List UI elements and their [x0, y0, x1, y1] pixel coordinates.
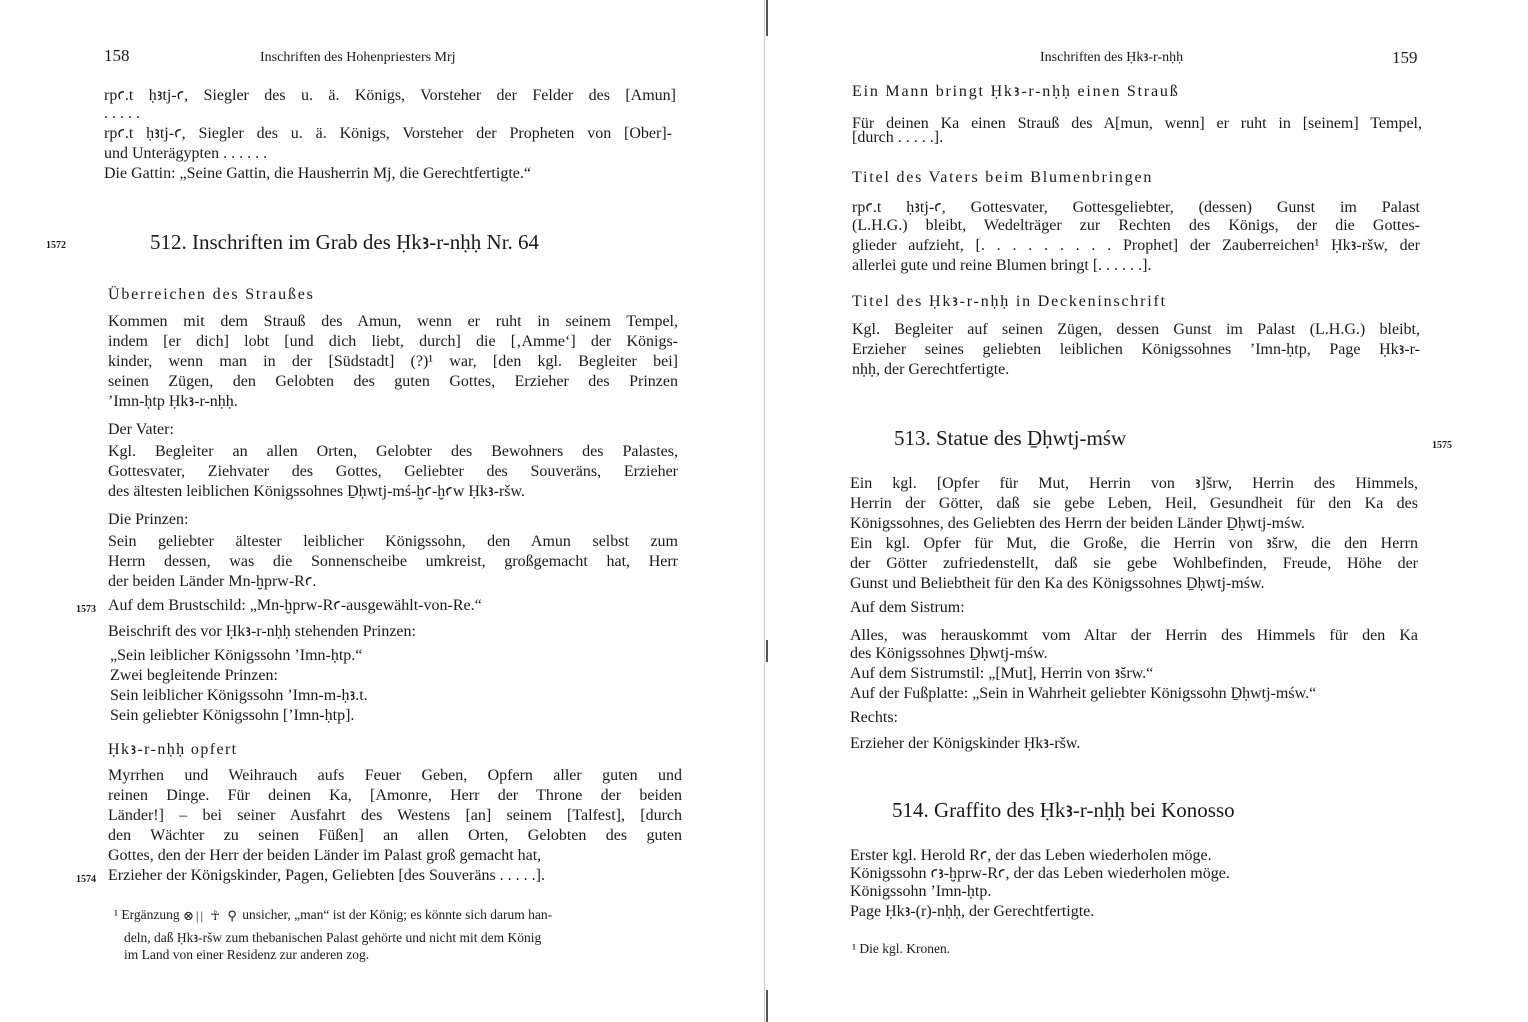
text-line: „Sein leiblicher Königssohn ’Imn-ḥtp.“ — [110, 647, 363, 664]
text-line: Sein geliebter Königssohn [’Imn-ḥtp]. — [110, 707, 355, 724]
running-head: Inschriften des Hohenpriesters Mrj — [260, 50, 456, 65]
footnote-line — [114, 906, 552, 924]
text-line: des Königssohnes Ḏḥwtj-mśw. — [850, 645, 1048, 662]
text-line: Für deinen Ka einen Strauß des A[mun, wenn] er ruht in [seinem] Tempel, — [852, 115, 1422, 132]
text-line: Alles, was herauskommt vom Altar der Herrin des Himmels für den Ka — [850, 627, 1418, 644]
text-line: ’Imn-ḥtp Ḥkꜣ-r-nḥḥ. — [108, 393, 238, 410]
label: Der Vater: — [108, 421, 174, 438]
footnote-line: ¹ Die kgl. Kronen. — [852, 941, 951, 956]
section-heading: 514. Graffito des Ḥkꜣ-r-nḥḥ bei Konosso — [892, 798, 1235, 822]
text-line: der Götter zufriedenstellt, daß sie gebe Wohlbefinden, Freude, Höhe der — [850, 555, 1418, 572]
text-line: den Wächter zu seinen Füßen] an allen Orten, Gelobten des guten — [108, 827, 682, 844]
text-line: Sein geliebter ältester leiblicher Königssohn, den Amun selbst zum — [108, 533, 678, 550]
text-line: Herrn dessen, was die Sonnenscheibe umkreist, großgemacht hat, Herr — [108, 553, 678, 570]
text-line: Kgl. Begleiter auf seinen Zügen, dessen Gunst im Palast (L.H.G.) bleibt, — [852, 321, 1420, 338]
text-line: indem [er dich] lobt [und dich liebt, durch] die [‚Amme‘] der Königs- — [108, 333, 678, 350]
label: Auf dem Sistrum: — [850, 599, 965, 616]
footnote-text: unsicher, „man“ ist der König; es könnte sich darum han- — [242, 907, 553, 922]
text-line: des ältesten leiblichen Königssohnes Ḏḥwtj-mś-ḫꜥ-ḫꜥw Ḥkꜣ-ršw. — [108, 483, 526, 500]
section-heading: 512. Inschriften im Grab des Ḥkꜣ-r-nḥḥ Nr. 64 — [150, 230, 540, 254]
text-line: Zwei begleitende Prinzen: — [110, 667, 278, 684]
text-line: Ein kgl. [Opfer für Mut, Herrin von ꜣ]šrw, Herrin des Himmels, — [850, 475, 1418, 492]
text-line: Gunst und Beliebtheit für den Ka des Königssohnes Ḏḥwtj-mśw. — [850, 575, 1265, 592]
text-line: Beischrift des vor Ḥkꜣ-r-nḥḥ stehenden Prinzen: — [108, 623, 416, 640]
text-line: Gottes, den der Herr der beiden Länder im Palast groß gemacht hat, — [108, 847, 542, 864]
right-page — [768, 0, 1528, 1022]
text-line: Erzieher der Königskinder Ḥkꜣ-ršw. — [850, 735, 1081, 752]
section-heading: 513. Statue des Ḏḥwtj-mśw — [894, 426, 1127, 450]
text-line: nḥḥ, der Gerechtfertigte. — [852, 361, 1010, 378]
text-line: Erster kgl. Herold Rꜥ, der das Leben wiederholen möge. — [850, 847, 1212, 864]
text-line: kinder, wenn man in der [Südstadt] (?)¹ war, [den kgl. Begleiter bei] — [108, 353, 678, 370]
text-line: der beiden Länder Mn-ḫprw-Rꜥ. — [108, 573, 317, 590]
text-line: seinen Zügen, den Gelobten des guten Gottes, Erzieher des Prinzen — [108, 373, 678, 390]
margin-number: 1574 — [76, 874, 96, 885]
text-line: Auf dem Brustschild: „Mn-ḫprw-Rꜥ-ausgewählt-von-Re.“ — [108, 597, 482, 614]
text-line: Auf dem Sistrumstil: „[Mut], Herrin von ꜣšrw.“ — [850, 665, 1154, 682]
page-gutter — [764, 0, 765, 1022]
running-head: Inschriften des Ḥkꜣ-r-nḥḥ — [1040, 50, 1184, 65]
margin-number: 1572 — [46, 240, 66, 251]
left-page — [0, 0, 760, 1022]
page-number: 158 — [104, 46, 130, 65]
label: Die Prinzen: — [108, 511, 189, 528]
text-line: Gottesvater, Ziehvater des Gottes, Geliebter des Souveräns, Erzieher — [108, 463, 678, 480]
text-line: und Unterägypten . . . . . . — [104, 145, 268, 162]
text-line: Königssohn ’Imn-ḥtp. — [850, 883, 992, 900]
text-line: rpꜥ.t ḥꜣtj-ꜥ, Gottesvater, Gottesgeliebter, (dessen) Gunst im Palast — [852, 199, 1420, 216]
text-line: Länder!] – bei seiner Ausfahrt des Westens [an] seinem [Talfest], [durch — [108, 807, 682, 824]
footnote-line: im Land von einer Residenz zur anderen zog. — [124, 947, 370, 962]
text-line: Erzieher der Königskinder, Pagen, Geliebten [des Souveräns . . . . .]. — [108, 867, 546, 884]
text-line: rpꜥ.t ḥꜣtj-ꜥ, Siegler des u. ä. Königs, Vorsteher der Propheten von [Ober]- — [104, 125, 672, 142]
text-line: . . . . . — [104, 105, 140, 122]
text-line: Kommen mit dem Strauß des Amun, wenn er ruht in seinem Tempel, — [108, 313, 678, 330]
margin-number: 1575 — [1432, 440, 1452, 451]
text-line: allerlei gute und reine Blumen bringt [. . . . . .]. — [852, 257, 1152, 274]
margin-number: 1573 — [76, 604, 96, 615]
text-line: [durch . . . . .]. — [852, 129, 944, 146]
subheading: Titel des Vaters beim Blumenbringen — [852, 169, 1154, 186]
subheading: Ḥkꜣ-r-nḥḥ opfert — [108, 741, 238, 758]
text-line: reinen Dinge. Für deinen Ka, [Amonre, Herr der Throne der beiden — [108, 787, 682, 804]
label: Rechts: — [850, 709, 898, 726]
text-line: Myrrhen und Weihrauch aufs Feuer Geben, Opfern aller guten und — [108, 767, 682, 784]
subheading: Titel des Ḥkꜣ-r-nḥḥ in Deckeninschrift — [852, 293, 1167, 310]
text-line: Kgl. Begleiter an allen Orten, Gelobter des Bewohners des Palastes, — [108, 443, 678, 460]
text-line: Sein leiblicher Königssohn ’Imn-m-ḥꜣ.t. — [110, 687, 368, 704]
text-line: Page Ḥkꜣ-(r)-nḥḥ, der Gerechtfertigte. — [850, 903, 1095, 920]
subheading: Ein Mann bringt Ḥkꜣ-r-nḥḥ einen Strauß — [852, 83, 1180, 100]
text-line: rpꜥ.t ḥꜣtj-ꜥ, Siegler des u. ä. Königs, Vorsteher der Felder des [Amun] — [104, 87, 676, 104]
text-line: Königssohnes, des Geliebten des Herrn der beiden Länder Ḏḥwtj-mśw. — [850, 515, 1305, 532]
text-line: Königssohn ꜥꜣ-ḫprw-Rꜥ, der das Leben wiederholen möge. — [850, 865, 1230, 882]
footnote-label: ¹ Ergänzung — [114, 907, 180, 922]
text-line: Die Gattin: „Seine Gattin, die Hausherrin Mj, die Gerechtfertigte.“ — [104, 165, 531, 182]
subheading: Überreichen des Straußes — [108, 286, 315, 303]
text-line: glieder aufzieht, [. . . . . . . . . Prophet] der Zauberreichen¹ Ḥkꜣ-ršw, der — [852, 237, 1420, 254]
text-line: Erzieher seines geliebten leiblichen Königssohnes ’Imn-ḥtp, Page Ḥkꜣ-r- — [852, 341, 1420, 358]
text-line: Auf der Fußplatte: „Sein in Wahrheit geliebter Königssohn Ḏḥwtj-mśw.“ — [850, 685, 1317, 702]
text-line: (L.H.G.) bleibt, Wedelträger zur Rechten des Königs, der die Gottes- — [852, 217, 1420, 234]
hieroglyph-icon: ⊗|| ☥ ⚲ — [183, 908, 239, 924]
page-number: 159 — [1392, 48, 1418, 67]
footnote-line: deln, daß Ḥkꜣ-ršw zum thebanischen Palast gehörte und nicht mit dem König — [124, 930, 542, 945]
text-line: Ein kgl. Opfer für Mut, die Große, die Herrin von ꜣšrw, die den Herrn — [850, 535, 1418, 552]
text-line: Herrin der Götter, daß sie gebe Leben, Heil, Gesundheit für den Ka des — [850, 495, 1418, 512]
